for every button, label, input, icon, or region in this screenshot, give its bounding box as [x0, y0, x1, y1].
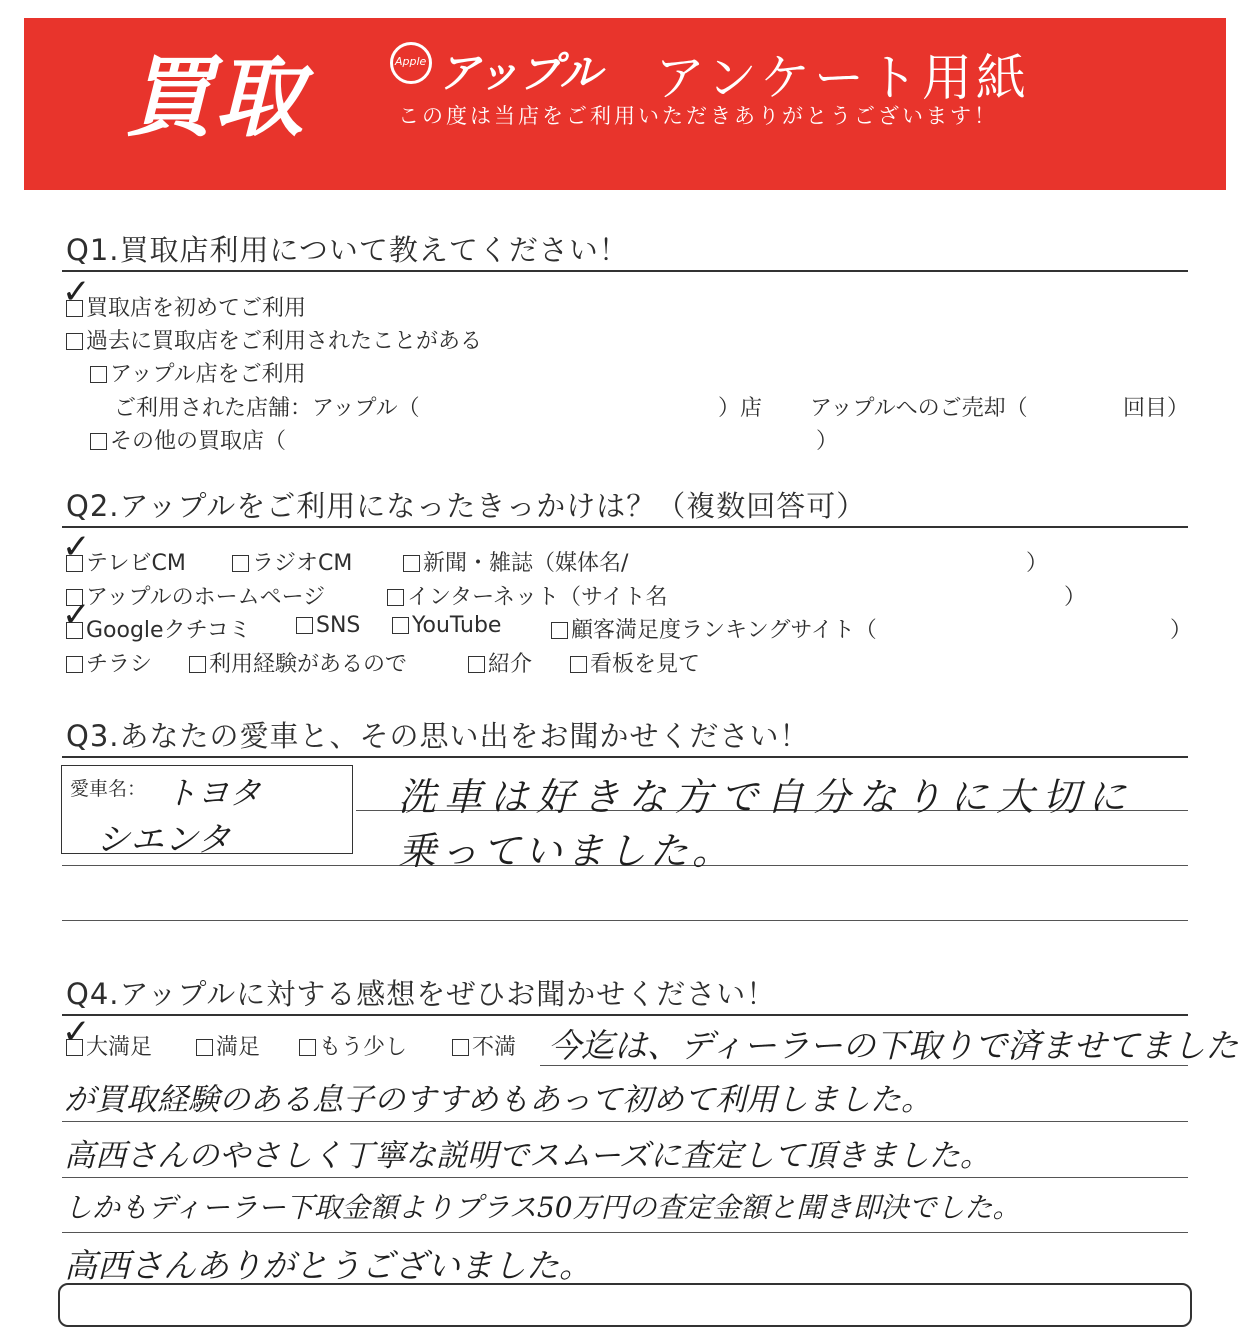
q3-answer-line1: 洗車は好きな方で自分なりに大切に — [398, 775, 1135, 819]
car-name-line1: トヨタ — [165, 774, 262, 812]
checkbox[interactable] — [189, 656, 206, 673]
checkbox[interactable] — [468, 656, 485, 673]
q2-option-sns-label: SNS — [316, 613, 361, 638]
q4-answer-line3: 高西さんのやさしく丁寧な説明でスムーズに査定して頂きました。 — [64, 1138, 991, 1174]
header-big-title: 買取 — [125, 46, 306, 149]
q3-rule — [62, 756, 1188, 758]
q2-option-google[interactable] — [66, 613, 251, 644]
q4-answer-line — [62, 1121, 1188, 1122]
q4-title: Q4.アップルに対する感想をぜひお聞かせください！ — [66, 977, 777, 1011]
q2-title: Q2.アップルをご利用になったきっかけは？（複数回答可） — [66, 489, 867, 523]
q4-option-almost[interactable] — [299, 1030, 407, 1061]
q3-title: Q3.あなたの愛車と、その思い出をお聞かせください！ — [66, 719, 810, 753]
q3-answer-line2: 乗っていました。 — [398, 829, 735, 873]
q1-option-first-time-label: 買取店を初めてご利用 — [86, 296, 307, 321]
car-name-label: 愛車名： — [70, 778, 147, 800]
checkbox[interactable] — [387, 589, 404, 606]
q2-option-ranking[interactable] — [551, 613, 877, 644]
q1-option-first-time[interactable] — [66, 291, 306, 322]
checkbox[interactable] — [296, 617, 313, 634]
q2-option-radio[interactable] — [232, 546, 352, 577]
q4-answer-line1: 今迄は、ディーラーの下取りで済ませてました — [548, 1026, 1239, 1065]
q4-answer-line — [62, 1232, 1188, 1233]
q1-sub-option-apple[interactable] — [90, 357, 306, 388]
q2-option-newspaper-label: 新聞・雑誌（媒体名/ — [423, 551, 629, 576]
q2-option-ranking-label: 顧客満足度ランキングサイト（ — [571, 618, 877, 643]
q1-title: Q1.買取店利用について教えてください！ — [66, 233, 629, 267]
q2-newspaper-close: ） — [1026, 551, 1049, 576]
checkbox[interactable] — [551, 622, 568, 639]
q4-answer-line5: 高西さんありがとうございました。 — [64, 1246, 592, 1285]
checkbox[interactable] — [452, 1039, 469, 1056]
q4-option-dissatisfied-label: 不満 — [472, 1035, 517, 1060]
q1-sell-count-b: 回目） — [1123, 396, 1190, 421]
q4-option-almost-label: もう少し — [319, 1035, 408, 1060]
q2-option-signboard-label: 看板を見て — [590, 652, 701, 677]
q1-option-past-use-label: 過去に買取店をご利用されたことがある — [86, 329, 483, 354]
header-subtitle: この度は当店をご利用いただきありがとうございます！ — [398, 104, 998, 128]
checkbox[interactable] — [66, 656, 83, 673]
q1-store-line-b: ）店 — [718, 396, 763, 421]
check-mark-icon: ✓ — [62, 272, 91, 312]
q4-option-satisfied-label: 満足 — [216, 1035, 261, 1060]
q2-internet-close: ） — [1064, 585, 1087, 610]
q4-option-dissatisfied[interactable] — [452, 1030, 516, 1061]
q4-answer-line2: が買取経験のある息子のすすめもあって初めて利用しました。 — [64, 1082, 932, 1118]
q2-option-sns[interactable] — [296, 613, 360, 638]
checkbox[interactable] — [392, 617, 409, 634]
checkbox[interactable] — [232, 555, 249, 572]
q2-option-tv-label: テレビCM — [86, 551, 186, 576]
checkbox[interactable] — [196, 1039, 213, 1056]
check-mark-icon: ✓ — [62, 595, 91, 635]
q4-rule — [62, 1014, 1188, 1016]
q4-option-very-satisfied-label: 大満足 — [86, 1035, 153, 1060]
q2-option-internet[interactable] — [387, 580, 667, 611]
q1-sell-count-a: アップルへのご売却（ — [810, 396, 1028, 421]
q2-option-flyer[interactable] — [66, 647, 152, 678]
checkbox[interactable] — [90, 366, 107, 383]
q2-option-radio-label: ラジオCM — [252, 551, 353, 576]
checkbox[interactable] — [570, 656, 587, 673]
brand-name: アップル — [438, 48, 602, 97]
q2-rule — [62, 526, 1188, 528]
checkbox[interactable] — [66, 333, 83, 350]
car-name-line2: シエンタ — [96, 820, 231, 860]
q2-option-youtube[interactable] — [392, 613, 501, 638]
q3-answer-line — [62, 920, 1188, 921]
q1-sub-option-other-close: ） — [816, 429, 839, 454]
q2-option-experience-label: 利用経験があるので — [209, 652, 408, 677]
q2-option-flyer-label: チラシ — [86, 652, 153, 677]
apple-logo-text: Apple — [395, 55, 427, 68]
q2-option-homepage[interactable] — [66, 580, 325, 611]
q4-option-satisfied[interactable] — [196, 1030, 260, 1061]
q1-option-past-use[interactable] — [66, 324, 482, 355]
q2-option-newspaper[interactable] — [403, 546, 628, 577]
check-mark-icon: ✓ — [62, 1012, 91, 1052]
q2-option-referral[interactable] — [468, 647, 532, 678]
next-section-box — [58, 1283, 1192, 1327]
q1-rule — [62, 270, 1188, 272]
q2-option-internet-label: インターネット（サイト名 — [407, 585, 668, 610]
checkbox[interactable] — [299, 1039, 316, 1056]
q2-option-experience[interactable] — [189, 647, 407, 678]
q4-answer-line — [62, 1177, 1188, 1178]
q2-option-google-label: Googleクチコミ — [86, 618, 251, 643]
q2-option-homepage-label: アップルのホームページ — [86, 585, 326, 610]
q2-option-referral-label: 紹介 — [488, 652, 533, 677]
q2-option-youtube-label: YouTube — [412, 613, 502, 638]
checkbox[interactable] — [90, 433, 107, 450]
sheet-title: アンケート用紙 — [655, 49, 1030, 107]
q1-sub-option-apple-label: アップル店をご利用 — [110, 362, 306, 387]
q1-sub-option-other-label: その他の買取店（ — [110, 429, 287, 454]
q1-sub-option-other[interactable] — [90, 424, 286, 455]
check-mark-icon: ✓ — [62, 527, 91, 567]
q4-answer-line4: しかもディーラー下取金額よりプラス50万円の査定金額と聞き即決でした。 — [64, 1191, 1021, 1224]
q1-store-line-a: ご利用された店舗：アップル（ — [114, 396, 420, 421]
q2-ranking-close: ） — [1170, 618, 1193, 643]
checkbox[interactable] — [403, 555, 420, 572]
q2-option-signboard[interactable] — [570, 647, 700, 678]
